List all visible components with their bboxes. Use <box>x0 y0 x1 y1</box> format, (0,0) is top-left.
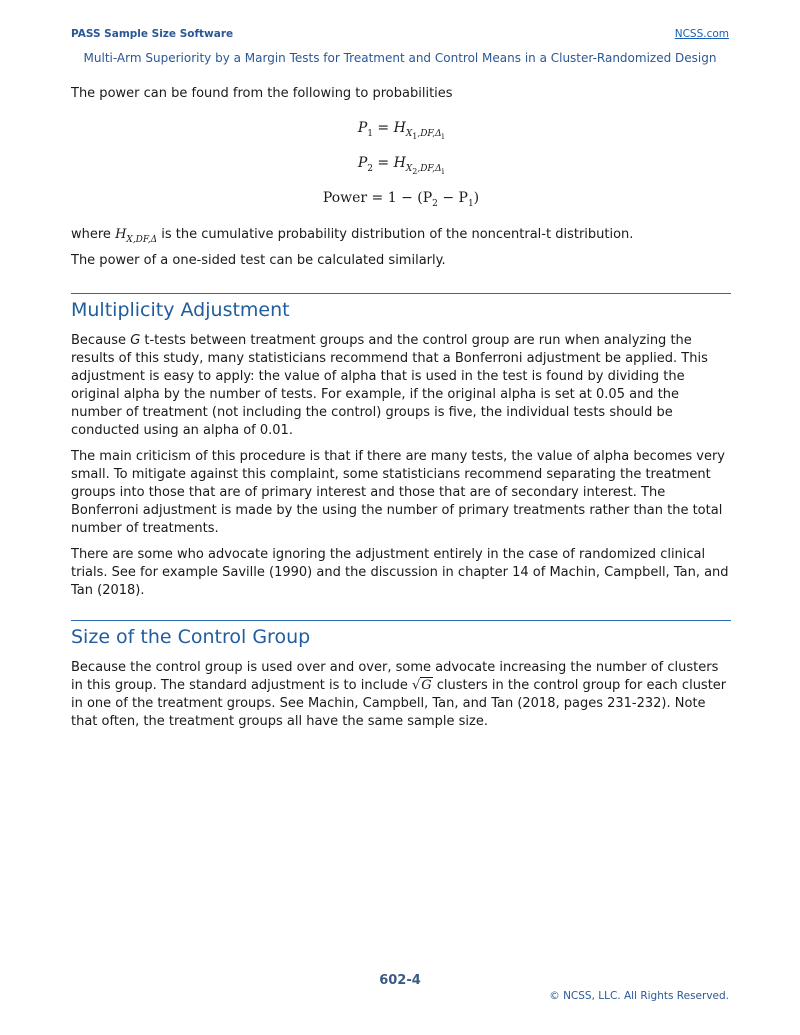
ncss-link[interactable]: NCSS.com <box>674 28 729 40</box>
control-group-paragraph: Because the control group is used over and over, some advocate increasing the number of clusters in this group. The standard adjustment is to include √G clusters in the control group for each cluster in one of the treatment groups. See Machin, Campbell, Tan, and Tan (2018, pages 231-232). Note that often, the treatment groups all have the same sample size. <box>71 660 727 729</box>
multiplicity-paragraph-3: There are some who advocate ignoring the adjustment entirely in the case of randomized clinical trials. See for example Saville (1990) and the discussion in chapter 14 of Machin, Campbell, Tan, and Tan (2018). <box>71 547 729 598</box>
control-group-section <box>71 659 731 731</box>
page-body <box>71 85 731 739</box>
equation-p1: $P_1 = H_{X_1,DF,\Delta_i}$ <box>357 120 445 141</box>
where-definition: where $H_{X,DF,\Delta}$ is the cumulative probability distribution of the noncentral-t distribution. <box>71 227 634 245</box>
chapter-subtitle: Multi-Arm Superiority by a Margin Tests for Treatment and Control Means in a Cluster-Randomized Design <box>83 51 717 65</box>
section-title-control-group: Size of the Control Group <box>71 626 311 648</box>
copyright: © NCSS, LLC. All Rights Reserved. <box>549 990 729 1002</box>
sqrt-g-expression: √G <box>411 678 432 693</box>
page-number: 602-4 <box>379 973 421 988</box>
one-sided-note: The power of a one-sided test can be calculated similarly. <box>71 253 446 268</box>
multiplicity-paragraph-2: The main criticism of this procedure is that if there are many tests, the value of alpha becomes very small. To mitigate against this complaint, some statisticians recommend separating the treatment groups into those that are of primary interest and those that are of secondary interest. The Bonferroni adjustment is made by the using the number of primary treatments rather than the total number of treatments. <box>71 449 726 536</box>
software-name: PASS Sample Size Software <box>71 28 234 40</box>
equation-p2: $P_2 = H_{X_2,DF,\Delta_i}$ <box>357 155 445 176</box>
equation-power: Power = $1 - (P_2 - P_1)$ <box>322 190 480 209</box>
multiplicity-section <box>71 332 731 600</box>
power-intro: The power can be found from the following to probabilities <box>71 86 453 101</box>
section-title-multiplicity: Multiplicity Adjustment <box>71 299 290 321</box>
multiplicity-paragraph-1: Because G t-tests between treatment groups and the control group are run when analyzing the results of this study, many statisticians recommend that a Bonferroni adjustment be applied. This adjustment is easy to apply: the value of alpha that is used in the test is found by dividing the original alpha by the number of tests. For example, if the original alpha is set at 0.05 and the number of treatment (not including the control) groups is five, the individual tests should be conducted using an alpha of 0.01. <box>71 333 708 438</box>
